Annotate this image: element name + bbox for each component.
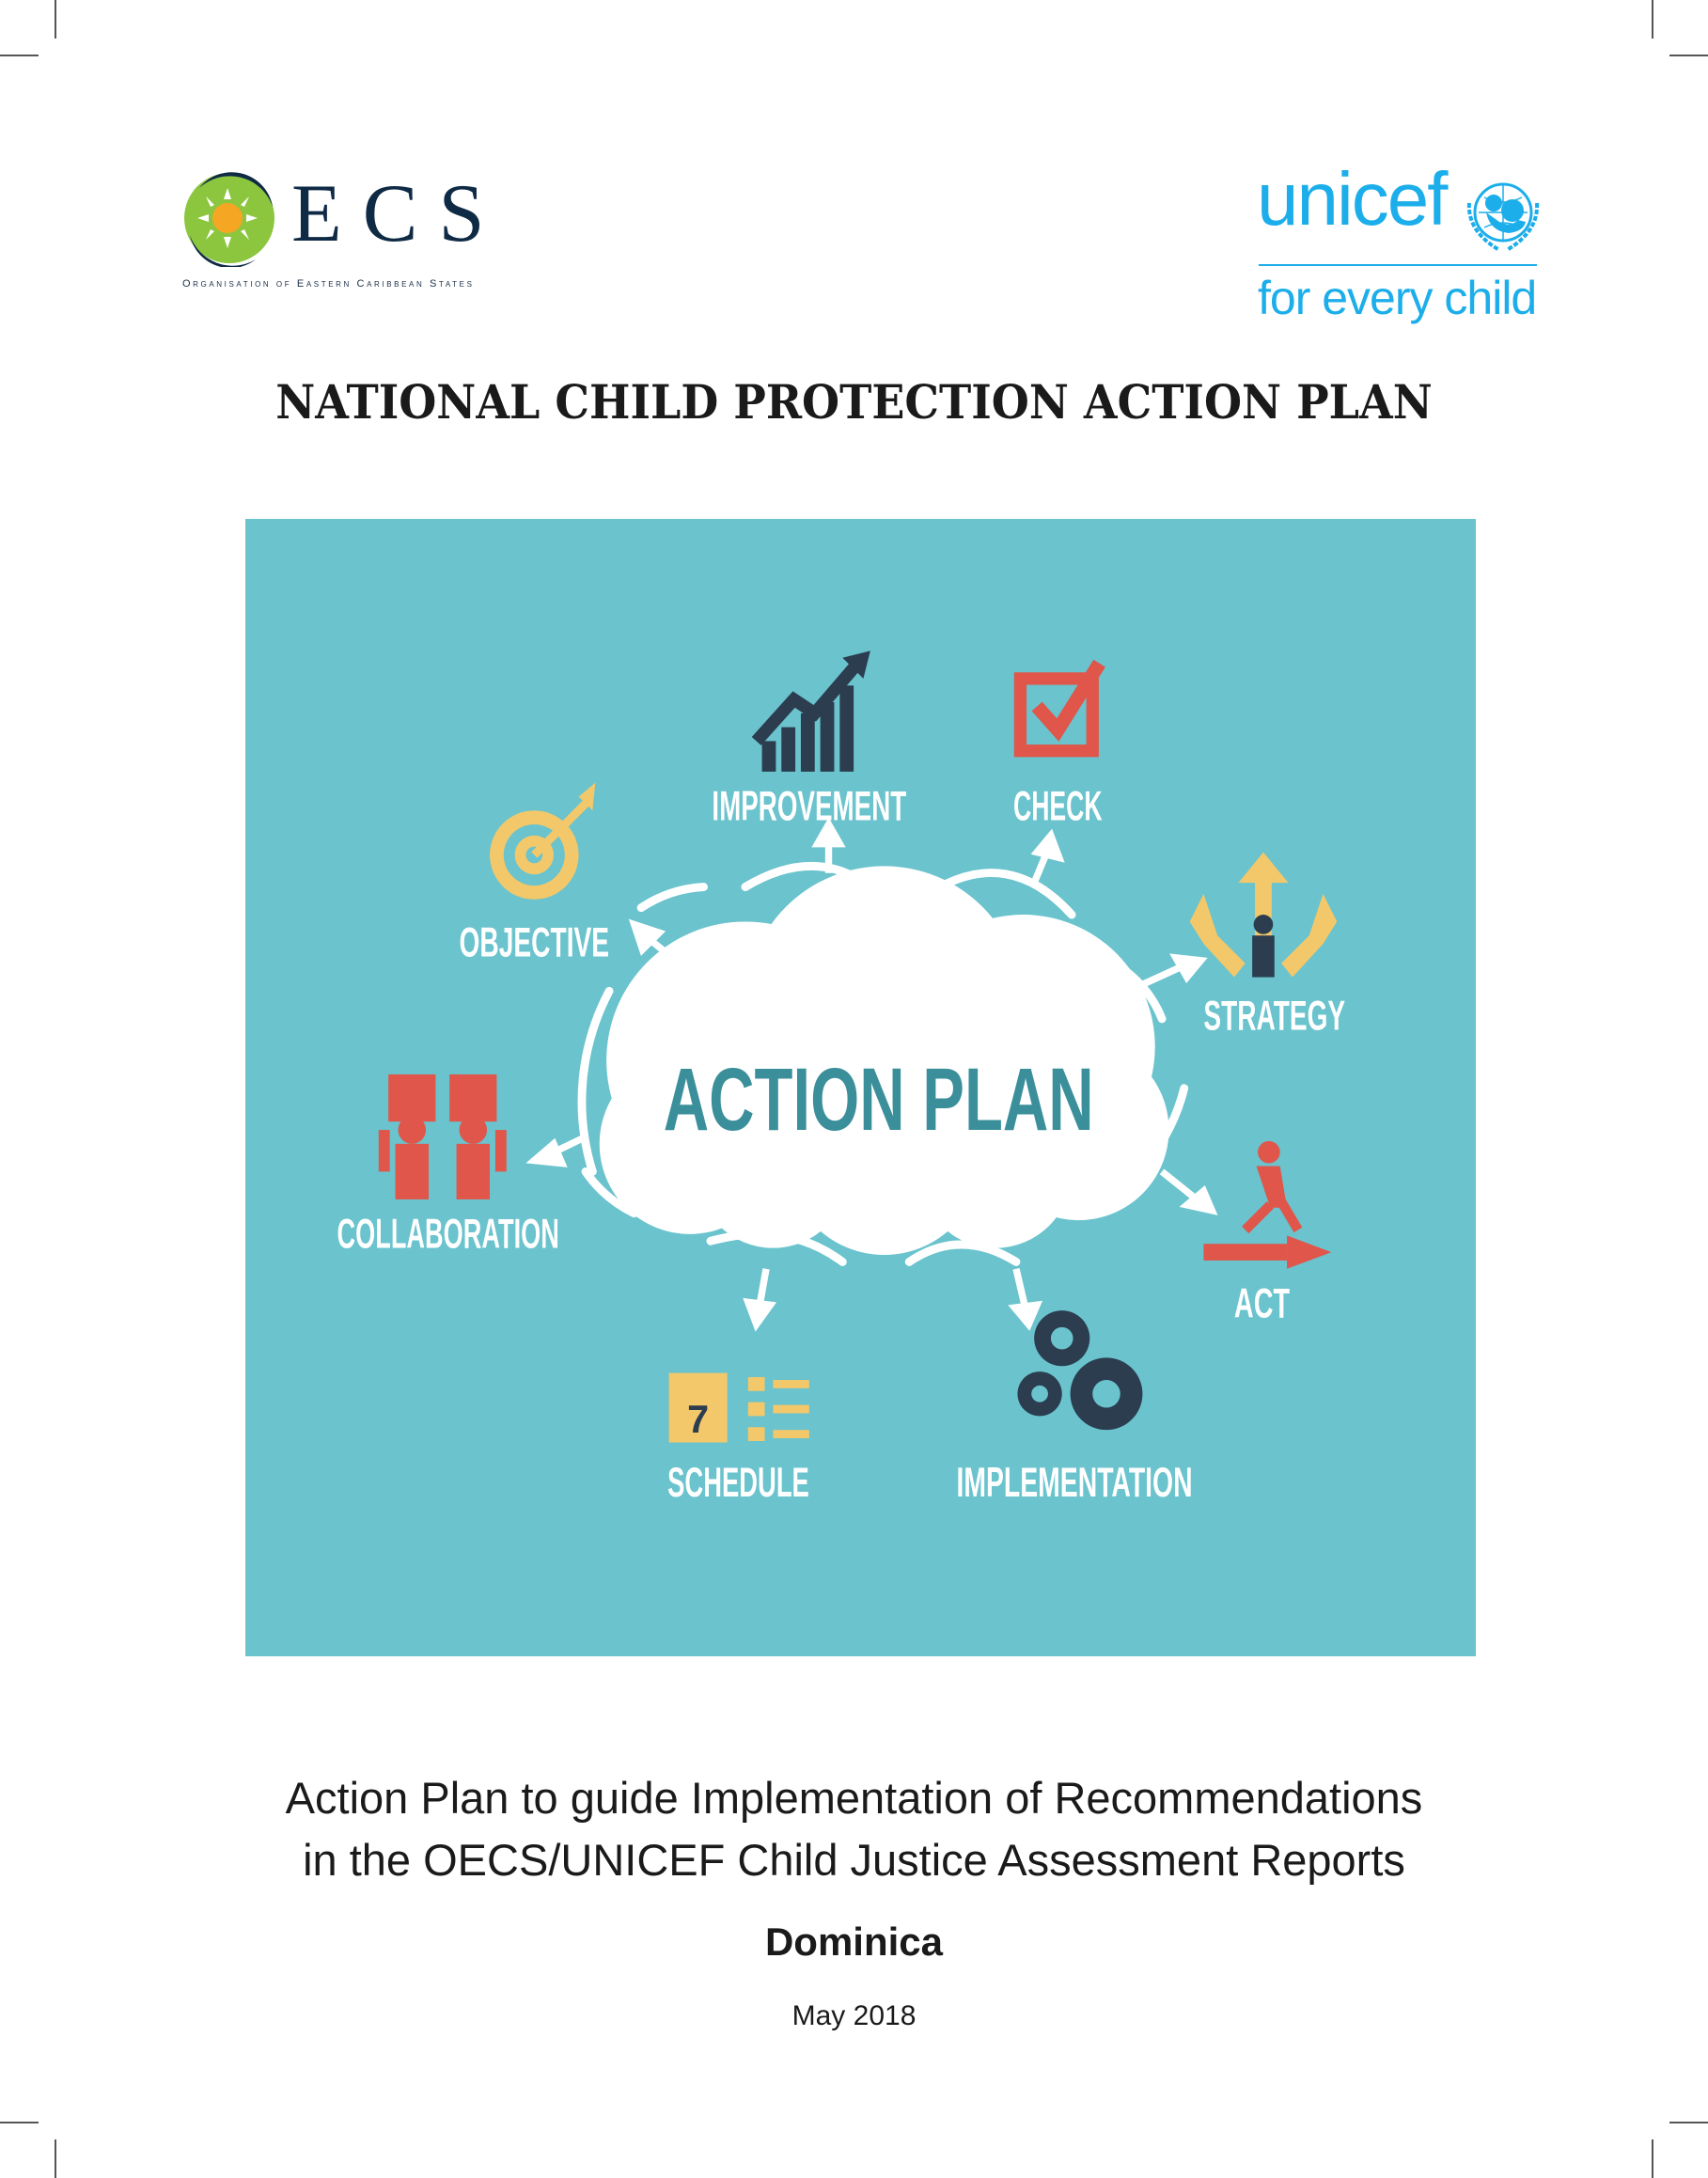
improvement-icon — [757, 650, 870, 772]
label-check: CHECK — [1013, 783, 1103, 830]
oecs-logo — [180, 167, 506, 295]
label-collaboration: COLLABORATION — [337, 1211, 559, 1258]
oecs-letters: ECS — [291, 168, 506, 259]
center-label: ACTION PLAN — [663, 1050, 1094, 1151]
subtitle-line: Action Plan to guide Implementation of Recommendations — [285, 1773, 1423, 1823]
oecs-emblem-icon — [180, 169, 278, 267]
check-icon — [1020, 664, 1099, 751]
cloud-shape — [534, 824, 1212, 1324]
document-title: NATIONAL CHILD PROTECTION ACTION PLAN — [275, 374, 1433, 430]
crop-mark — [55, 0, 56, 39]
schedule-icon — [669, 1373, 809, 1443]
crop-mark — [1669, 55, 1708, 56]
label-objective: OBJECTIVE — [459, 919, 610, 966]
country-name: Dominica — [764, 1919, 944, 1964]
crop-mark — [0, 55, 39, 56]
unicef-logo — [1257, 157, 1548, 335]
objective-icon — [490, 783, 595, 900]
subtitle — [0, 1767, 1708, 1891]
implementation-icon — [1017, 1310, 1142, 1430]
act-icon — [1203, 1141, 1331, 1269]
label-strategy: STRATEGY — [1203, 993, 1346, 1040]
subtitle-line: in the OECS/UNICEF Child Justice Assessment Reports — [303, 1835, 1405, 1885]
label-schedule: SCHEDULE — [667, 1460, 809, 1507]
unicef-emblem-icon — [1462, 175, 1544, 258]
crop-mark — [55, 2139, 56, 2178]
collaboration-icon — [379, 1074, 507, 1199]
crop-mark — [1652, 0, 1653, 39]
crop-mark — [1669, 2122, 1708, 2123]
label-act: ACT — [1233, 1280, 1291, 1327]
crop-mark — [0, 2122, 39, 2123]
action-plan-illustration — [245, 519, 1476, 1656]
label-implementation: IMPLEMENTATION — [956, 1460, 1193, 1507]
crop-mark — [1652, 2139, 1653, 2178]
label-improvement: IMPROVEMENT — [712, 783, 907, 830]
strategy-icon — [1190, 853, 1338, 978]
calendar-day: 7 — [687, 1398, 710, 1442]
unicef-divider — [1259, 264, 1537, 266]
oecs-full-name: Organisation of Eastern Caribbean States — [182, 278, 475, 290]
unicef-tagline: for every child — [1258, 272, 1537, 324]
publication-date: May 2018 — [791, 2000, 917, 2031]
unicef-wordmark: unicef — [1257, 157, 1447, 241]
